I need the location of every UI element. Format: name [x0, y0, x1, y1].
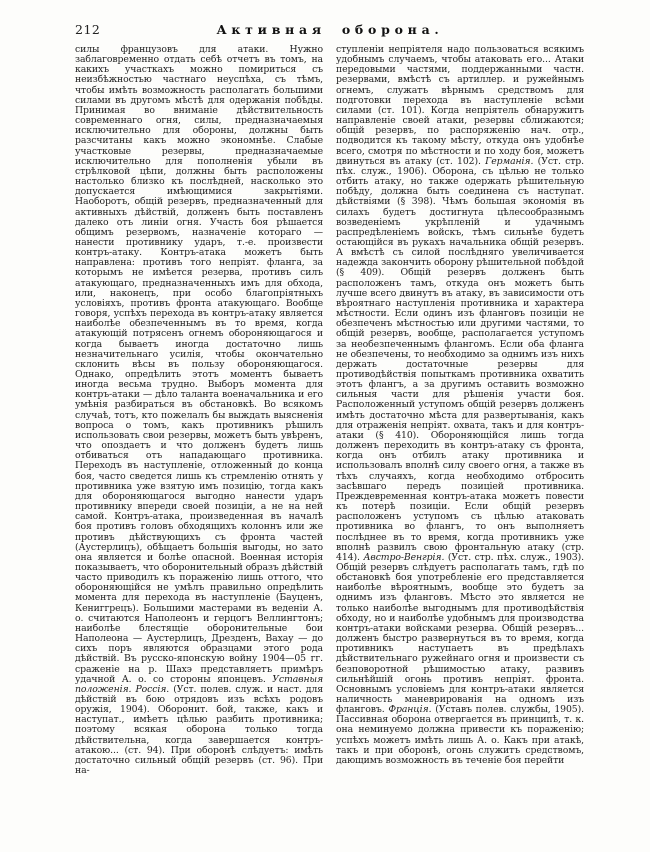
italic-text-run: Германія.: [485, 155, 534, 167]
text-run: (Уст. полев. служ. и наст. для дѣйствій въ бою отрядовъ изъ всѣхъ родовъ оружія, 1904). Оборонит. бой, также, какъ и наступат., имѣетъ цѣлью разбить противника; поэтому всякая оборона только тогда дѣйствительна, когда завершается контръ-атакою... (ст. 94). При оборонѣ слѣдуетъ: имѣть достаточно сильный общій резервъ (ст. 96). При на-: [75, 683, 323, 777]
page-header: [75, 22, 585, 40]
italic-text-run: Австро-Венгрія.: [363, 551, 445, 563]
text-run: силы французовъ для атаки. Нужно заблаговременно отдать себѣ отчетъ въ томъ, на какихъ участкахъ можно помириться съ неизбѣжностью частнаго неуспѣха, съ тѣмъ, чтобы имѣть возможность располагать большими силами въ другомъ мѣстѣ для одержанія побѣды. Принимая во вниманіе дѣйствительность современнаго огня, силы, предназначаемыя исключительно для обороны, должны быть разсчитаны какъ можно экономнѣе. Слабые участковые резервы, предназначаемые исключительно для пополненія убыли въ стрѣлковой цѣпи, должны быть расположены настолько близко къ послѣдней, насколько это допускается имѣющимися закрытіями. Наоборотъ, общій резервъ, предназначенный для активныхъ дѣйствій, долженъ быть поставленъ далеко отъ линіи огня. Участь боя рѣшается общимъ резервомъ, назначеніе котораго — нанести противнику ударъ, т.-е. произвести контръ-атаку. Контръ-атака можетъ быть направлена: противъ того непріят. фланга, за которымъ не имѣется резерва, противъ силъ атакующаго, предназначенныхъ имъ для обхода, или, наконецъ, при особо благопріятныхъ условіяхъ, противъ фронта атакующаго. Вообще говоря, успѣхъ перехода въ контръ-атаку является наиболѣе обезпеченнымъ въ то время, когда атакующій потрясенъ огнемъ обороняющагося и когда бываетъ иногда достаточно лишь незначительнаго усилія, чтобы окончательно склонить вѣсы въ пользу обороняющагося. Однако, опредѣлить этотъ моментъ бываетъ иногда весьма трудно. Выборъ момента для контръ-атаки — дѣло таланта военачальника и его умѣнія разбираться въ обстановкѣ. Во всякомъ случаѣ, тотъ, кто пожелалъ бы выждать выясненія вопроса о томъ, какъ противникъ рѣшилъ использовать свои резервы, можетъ быть увѣренъ, что опоздаетъ и что долженъ будетъ лишь отбиваться отъ нападающаго противника. Переходъ въ наступленіе, отложенный до конца боя, часто сведется лишь къ стремленію отнять у противника уже взятую имъ позицію, тогда какъ для обороняющагося выгодно нанести ударъ противнику впереди своей позиціи, а не на ней самой. Контръ-атака, произведенная въ началѣ боя противъ головъ обходящихъ колоннъ или же противъ дѣйствующихъ съ фронта частей (Аустерлицъ), обѣщаетъ большія выгоды, но зато она является и болѣе опасной. Военная исторія показываетъ, что оборонительный образъ дѣйствій часто приводилъ къ пораженію лишь оттого, что обороняющійся не умѣлъ правильно опредѣлить момента для перехода въ наступленіе (Бауценъ, Кениггрецъ). Большими мастерами въ веденіи А. о. считаются Наполеонъ и герцогъ Веллингтонъ; наиболѣе блестящіе оборонительные бои Наполеона — Аустерлицъ, Дрезденъ, Вахау — до сихъ поръ являются образцами этого рода дѣйствій. Въ русско-японскую войну 1904—05 гг. сраженіе на р. Шахэ представляетъ примѣръ удачной А. о. со стороны японцевъ.: [75, 45, 323, 685]
text-run: (Уст. стр. пѣх. служ., 1906). Оборона, съ цѣлью не только отбить атаку, но также одержать рѣшительную побѣду, должна быть соединена съ наступат. дѣйствіями (§ 398). Чѣмъ большая экономія въ силахъ будетъ достигнута цѣлесообразнымъ возведеніемъ укрѣпленій и удачнымъ распредѣленіемъ войскъ, тѣмъ сильнѣе будетъ остающійся въ рукахъ начальника общій резервъ. А вмѣстѣ съ силой послѣдняго увеличивается надежда закончить оборону рѣшительной побѣдой (§ 409). Общій резервъ долженъ быть расположенъ тамъ, откуда онъ можетъ быть лучше всего двинутъ въ атаку, въ зависимости отъ вѣроятнаго наступленія противника и характера мѣстности. Если одинъ изъ фланговъ позиціи не обезпеченъ мѣстностью или другими частями, то общій резервъ, вообще, располагается уступомъ за необезпеченнымъ флангомъ. Если оба фланга не обезпечены, то необходимо за однимъ изъ нихъ держать достаточные резервы для противодѣйствія попыткамъ противника охватить этотъ флангъ, а за другимъ оставить возможно сильныя части для рѣшенія участи боя. Расположенный уступомъ общій резервъ долженъ имѣть достаточно мѣста для развертыванія, какъ для отраженія непріят. охвата, такъ и для контръ-атаки (§ 410). Обороняющійся лишь тогда долженъ переходить въ контръ-атаку съ фронта, когда онъ отбилъ атаку противника и использовалъ вполнѣ силу своего огня, а также въ тѣхъ случаяхъ, когда необходимо отбросить засѣвшаго передъ позиціей противника. Преждевременная контръ-атака можетъ повести къ потерѣ позиціи. Если общій резервъ расположенъ уступомъ съ цѣлью атаковать противника во флангъ, то онъ выполняетъ послѣднее въ то время, когда противникъ уже вполнѣ развилъ свою фронтальную атаку (стр. 414).: [336, 155, 584, 563]
page-number: 212: [75, 22, 101, 37]
text-run: (Уст. стр. пѣх. служ., 1903). Общій резервъ слѣдуетъ располагать тамъ, гдѣ по обстановкѣ боя употребленіе его представляется наиболѣе вѣроятнымъ, вообще это будетъ за однимъ изъ фланговъ. Мѣсто это является не только наиболѣе выгоднымъ для противодѣйствія обходу, но и наиболѣе удобнымъ для производства контръ-атаки войсками резерва. Общій резервъ... долженъ быстро развернуться въ то время, когда противникъ наступаетъ въ предѣлахъ дѣйствительнаго ружейнаго огня и произвести съ безповоротной рѣшимостью атаку, развивъ сильнѣйшій огонь противъ непріят. фронта. Основнымъ условіемъ для контръ-атаки является наличность маневрированія на одномъ изъ фланговъ.: [336, 551, 584, 716]
italic-text-run: Франція.: [388, 704, 432, 716]
right-column-text: [336, 45, 584, 797]
text-run: ступленіи непріятеля надо пользоваться всякимъ удобнымъ случаемъ, чтобы атаковать его... Атаки передовыми частями, поддержанными частн. резервами, вмѣстѣ съ артиллер. и ружейнымъ огнемъ, служатъ вѣрнымъ средствомъ для подготовки перехода въ наступленіе всѣми силами (ст. 101). Когда непріятель обнаружитъ направленіе своей атаки, резервы сближаются; общій резервъ, по распоряженію нач. отр., подводится къ такому мѣсту, откуда онъ удобнѣе всего, смотря по мѣстности и по ходу боя, можетъ двинуться въ атаку (ст. 102).: [336, 45, 584, 167]
article-body: [75, 45, 584, 797]
text-run: (Уставъ полев. службы, 1905). Пассивная оборона отвергается въ принципѣ, т. к. она неминуемо должна привести къ пораженію; успѣхъ можетъ имѣть лишь А. о. Какъ при атакѣ, такъ и при оборонѣ, огонь служитъ средствомъ, дающимъ возможность въ теченіе боя перейти: [336, 704, 584, 766]
page-title: Активная оборона.: [216, 22, 444, 37]
italic-text-run: Уставныя положенія. Россія.: [75, 673, 323, 695]
left-column-text: [75, 45, 323, 797]
